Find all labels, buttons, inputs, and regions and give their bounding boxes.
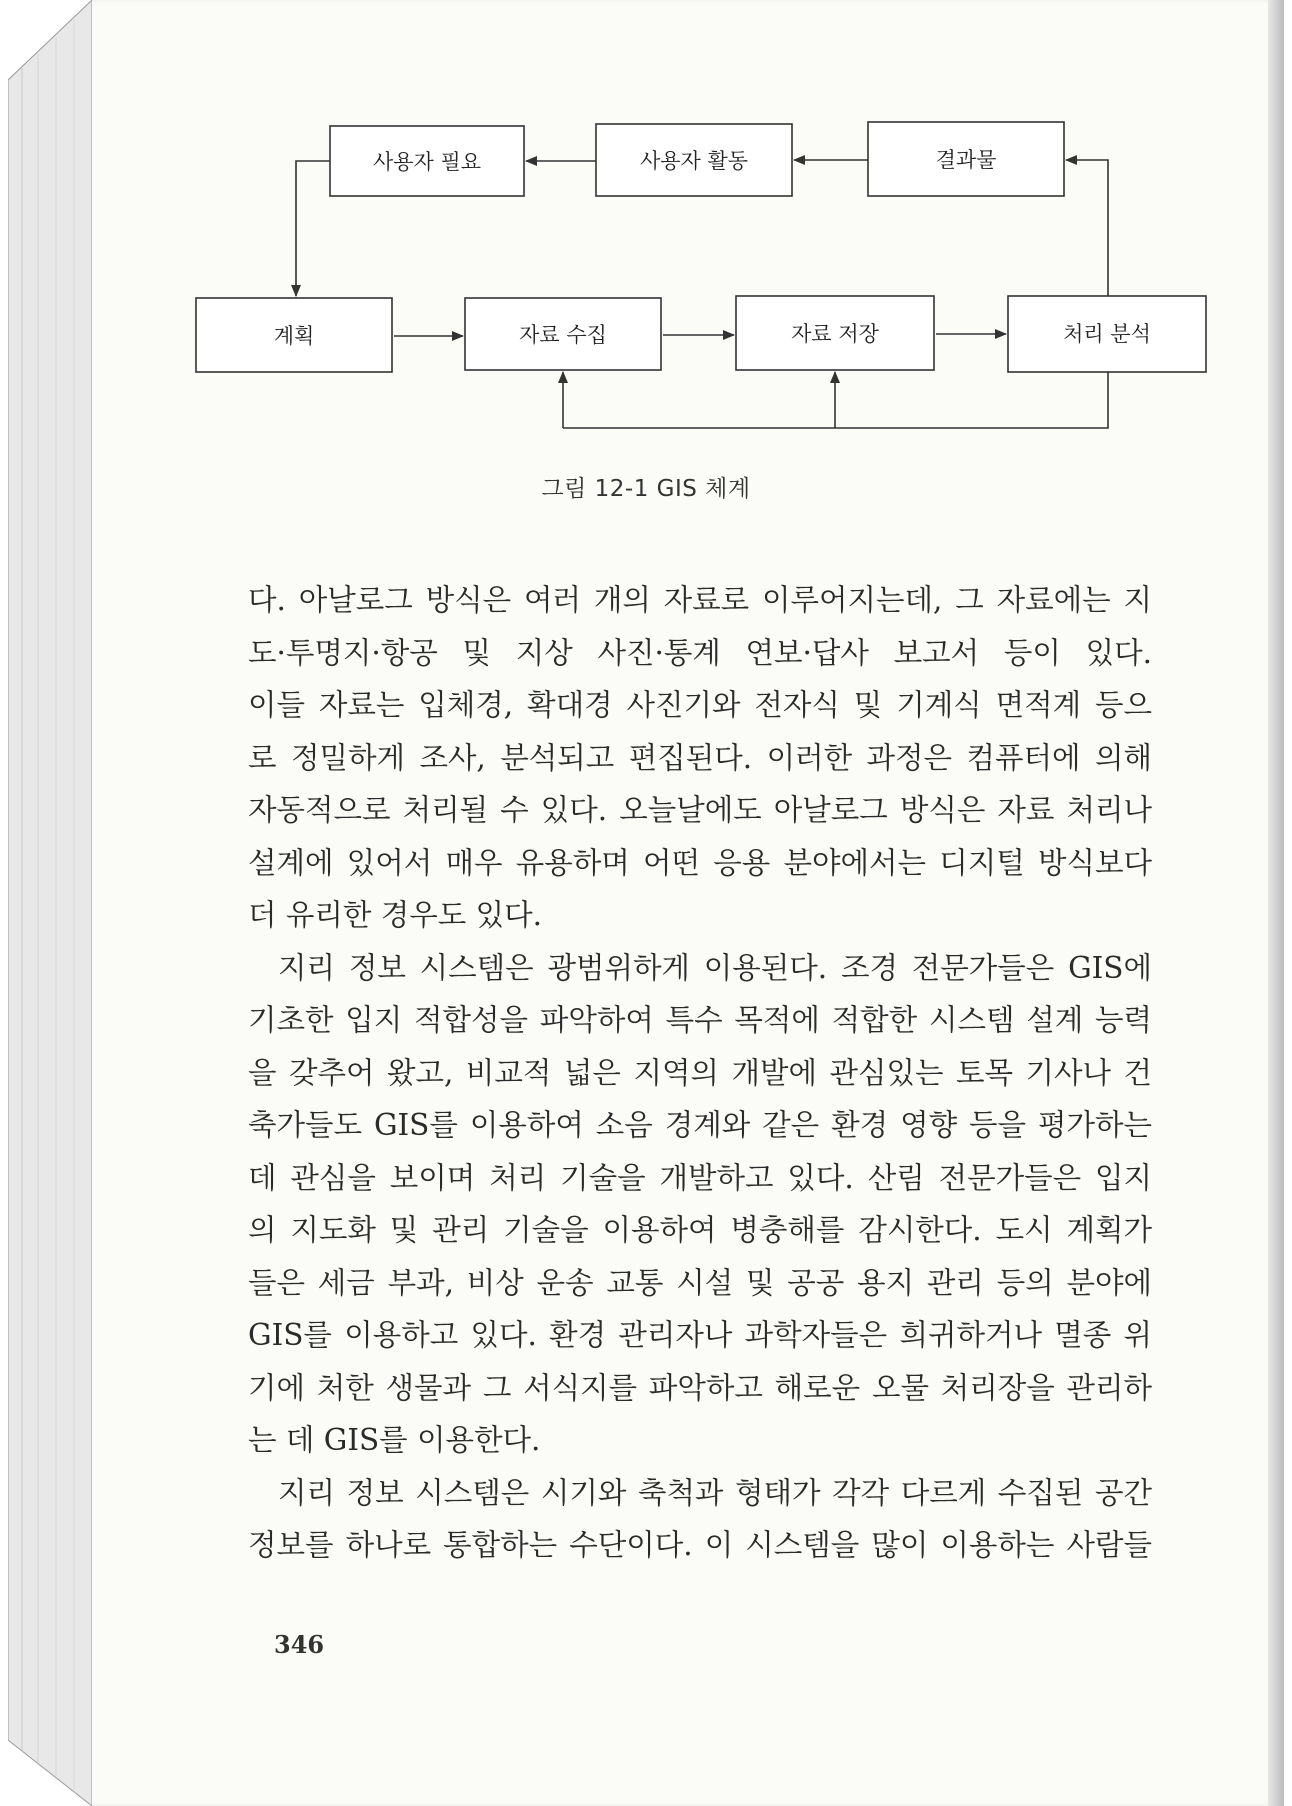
arrow-need-to-plan	[296, 161, 330, 296]
text-line: 이들 자료는 입체경, 확대경 사진기와 전자식 및 기계식 면적계 등으	[248, 688, 1152, 722]
gis-system-diagram	[0, 0, 1292, 460]
text-line: 기에 처한 생물과 그 서식지를 파악하고 해로운 오물 처리장을 관리하	[248, 1370, 1152, 1405]
text-line: 기초한 입지 적합성을 파악하여 특수 목적에 적합한 시스템 설계 능력	[248, 1003, 1152, 1037]
text-line: 는 데 GIS를 이용한다.	[248, 1423, 541, 1457]
figure-caption: 그림 12-1 GIS 체계	[541, 476, 751, 502]
box-user-need-label: 사용자 필요	[372, 150, 482, 174]
text-line: 데 관심을 보이며 처리 기술을 개발하고 있다. 산림 전문가들은 입지	[248, 1160, 1152, 1195]
box-user-need	[330, 126, 524, 196]
text-line: 지리 정보 시스템은 광범위하게 이용된다. 조경 전문가들은 GIS에	[278, 950, 1152, 985]
page-number: 346	[274, 1630, 325, 1659]
box-processing-analysis	[1008, 296, 1206, 372]
text-line: 지리 정보 시스템은 시기와 축척과 형태가 각각 다르게 수집된 공간	[278, 1475, 1152, 1510]
text-line: 을 갖추어 왔고, 비교적 넓은 지역의 개발에 관심있는 토목 기사나 건	[248, 1055, 1152, 1090]
body-text	[248, 574, 1152, 1572]
box-user-activity	[596, 124, 792, 196]
text-line: GIS를 이용하고 있다. 환경 관리자나 과학자들은 희귀하거나 멸종 위	[248, 1318, 1152, 1352]
text-line: 들은 세금 부과, 비상 운송 교통 시설 및 공공 용지 관리 등의 분야에	[248, 1265, 1152, 1300]
box-plan	[196, 298, 392, 372]
text-line: 축가들도 GIS를 이용하여 소음 경계와 같은 환경 영향 등을 평가하는	[248, 1108, 1152, 1142]
text-line: 로 정밀하게 조사, 분석되고 편집된다. 이러한 과정은 컴퓨터에 의해	[248, 740, 1152, 775]
box-result-label: 결과물	[935, 148, 997, 172]
box-data-collection	[465, 298, 661, 370]
box-user-activity-label: 사용자 활동	[639, 149, 749, 173]
text-line: 다. 아날로그 방식은 여러 개의 자료로 이루어지는데, 그 자료에는 지	[248, 583, 1152, 617]
text-line: 설계에 있어서 매우 유용하며 어떤 응용 분야에서는 디지털 방식보다	[248, 845, 1152, 880]
box-data-storage	[736, 296, 934, 370]
box-processing-analysis-label: 처리 분석	[1063, 322, 1151, 346]
box-data-storage-label: 자료 저장	[791, 322, 879, 346]
box-result	[868, 122, 1064, 196]
box-data-collection-label: 자료 수집	[519, 323, 607, 347]
text-line: 도·투명지·항공 및 지상 사진·통계 연보·답사 보고서 등이 있다.	[248, 635, 1152, 670]
text-line: 자동적으로 처리될 수 있다. 오늘날에도 아날로그 방식은 자료 처리나	[248, 793, 1152, 827]
text-line: 의 지도화 및 관리 기술을 이용하여 병충해를 감시한다. 도시 계획가	[248, 1213, 1152, 1247]
box-plan-label: 계획	[273, 324, 315, 348]
text-line: 더 유리한 경우도 있다.	[248, 898, 542, 932]
text-line: 정보를 하나로 통합하는 수단이다. 이 시스템을 많이 이용하는 사람들	[248, 1528, 1152, 1562]
arrow-analysis-to-result	[1066, 160, 1108, 296]
